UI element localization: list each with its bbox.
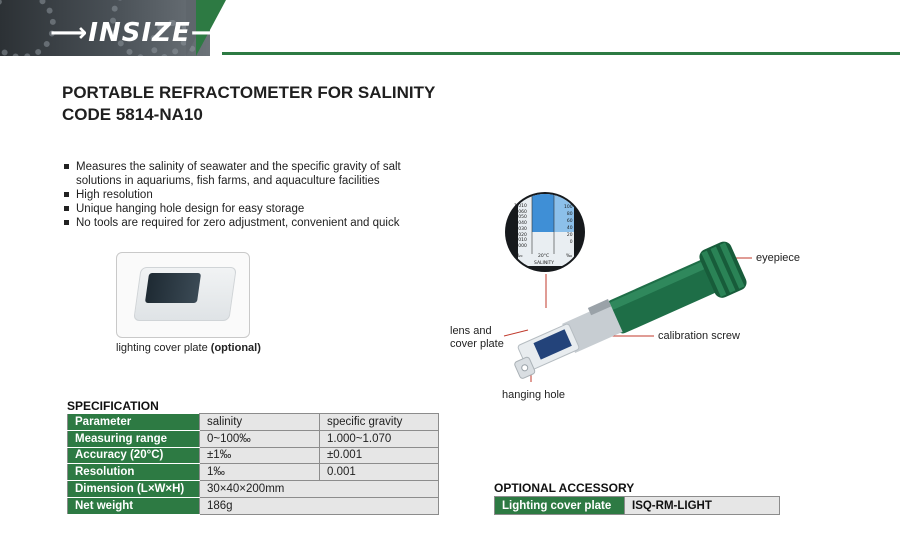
scale-tick-left: 1.040	[514, 221, 527, 227]
scale-footer-left: d₂₀	[516, 254, 523, 259]
spec-value: 1‰	[200, 464, 320, 481]
scale-caption: SALINITY	[534, 261, 555, 266]
spec-label: Net weight	[68, 497, 200, 514]
accessory-name: Lighting cover plate	[495, 497, 625, 515]
spec-value: 186g	[200, 497, 439, 514]
scale-tick-right: 40	[566, 226, 573, 231]
banner-divider	[222, 52, 900, 55]
scale-footer-right: ‰	[566, 254, 573, 259]
product-title	[62, 82, 435, 126]
table-row	[68, 497, 439, 514]
refractometer-illustration	[440, 190, 860, 405]
callout-eyepiece: eyepiece	[756, 252, 801, 264]
scale-tick-right: 80	[566, 212, 573, 217]
table-row	[68, 414, 439, 431]
table-row	[68, 464, 439, 481]
specification-table	[67, 413, 439, 515]
spec-label: Measuring range	[68, 430, 200, 447]
spec-label: Parameter	[68, 414, 200, 431]
spec-value: ±0.001	[320, 447, 439, 464]
scale-tick-left: 1.050	[514, 215, 527, 221]
callout-lens-cover: lens and cover plate	[450, 325, 504, 350]
scale-tick-right: 20	[566, 233, 573, 238]
table-row	[68, 481, 439, 498]
table-row	[68, 447, 439, 464]
spec-value: 0.001	[320, 464, 439, 481]
spec-label: Resolution	[68, 464, 200, 481]
scale-tick-left: 1.010	[514, 238, 527, 244]
optional-accessory-table	[494, 496, 780, 515]
scale-tick-left: 1.060	[514, 209, 527, 215]
scale-tick-right: 60	[566, 219, 573, 224]
scale-tick-right: 0	[569, 240, 573, 245]
spec-value: salinity	[200, 414, 320, 431]
accessory-caption: lighting cover plate (optional)	[116, 342, 261, 354]
accessory-code: ISQ-RM-LIGHT	[625, 497, 780, 515]
spec-value: 1.000~1.070	[320, 430, 439, 447]
spec-value: specific gravity	[320, 414, 439, 431]
spec-label: Dimension (L×W×H)	[68, 481, 200, 498]
feature-list	[62, 160, 442, 230]
table-row	[68, 430, 439, 447]
scale-tick-left: 1.020	[514, 232, 527, 238]
product-name: PORTABLE REFRACTOMETER FOR SALINITY	[62, 83, 436, 102]
table-row	[495, 497, 780, 515]
feature-item: No tools are required for zero adjustment, convenient and quick	[62, 216, 442, 230]
scale-footer-center: 20°C	[538, 254, 550, 259]
optional-accessory-heading: OPTIONAL ACCESSORY	[494, 481, 635, 495]
scale-tick-left: 1.030	[514, 226, 527, 232]
spec-value: ±1‰	[200, 447, 320, 464]
spec-value: 30×40×200mm	[200, 481, 439, 498]
scale-tick-right: 100	[564, 205, 573, 210]
header-banner	[0, 0, 900, 56]
lighting-cover-plate-image	[116, 252, 250, 338]
product-code: CODE 5814-NA10	[62, 105, 203, 124]
spec-value: 0~100‰	[200, 430, 320, 447]
callout-calibration-screw: calibration screw	[658, 330, 740, 342]
scale-labels	[512, 204, 580, 274]
specification-heading: SPECIFICATION	[67, 399, 159, 413]
scale-tick-left: 1.010	[514, 204, 527, 209]
feature-item: High resolution	[62, 188, 442, 202]
callout-hanging-hole: hanging hole	[502, 389, 566, 401]
feature-item: Unique hanging hole design for easy storage	[62, 202, 442, 216]
insize-logo: ⟶INSIZE⟶	[50, 18, 230, 48]
scale-tick-left: 1.000	[514, 243, 527, 249]
refractometer-drawing	[440, 190, 860, 405]
feature-item: Measures the salinity of seawater and the specific gravity of salt solutions in aquariums, fish farms, and aquaculture facilities	[62, 160, 442, 188]
spec-label: Accuracy (20°C)	[68, 447, 200, 464]
